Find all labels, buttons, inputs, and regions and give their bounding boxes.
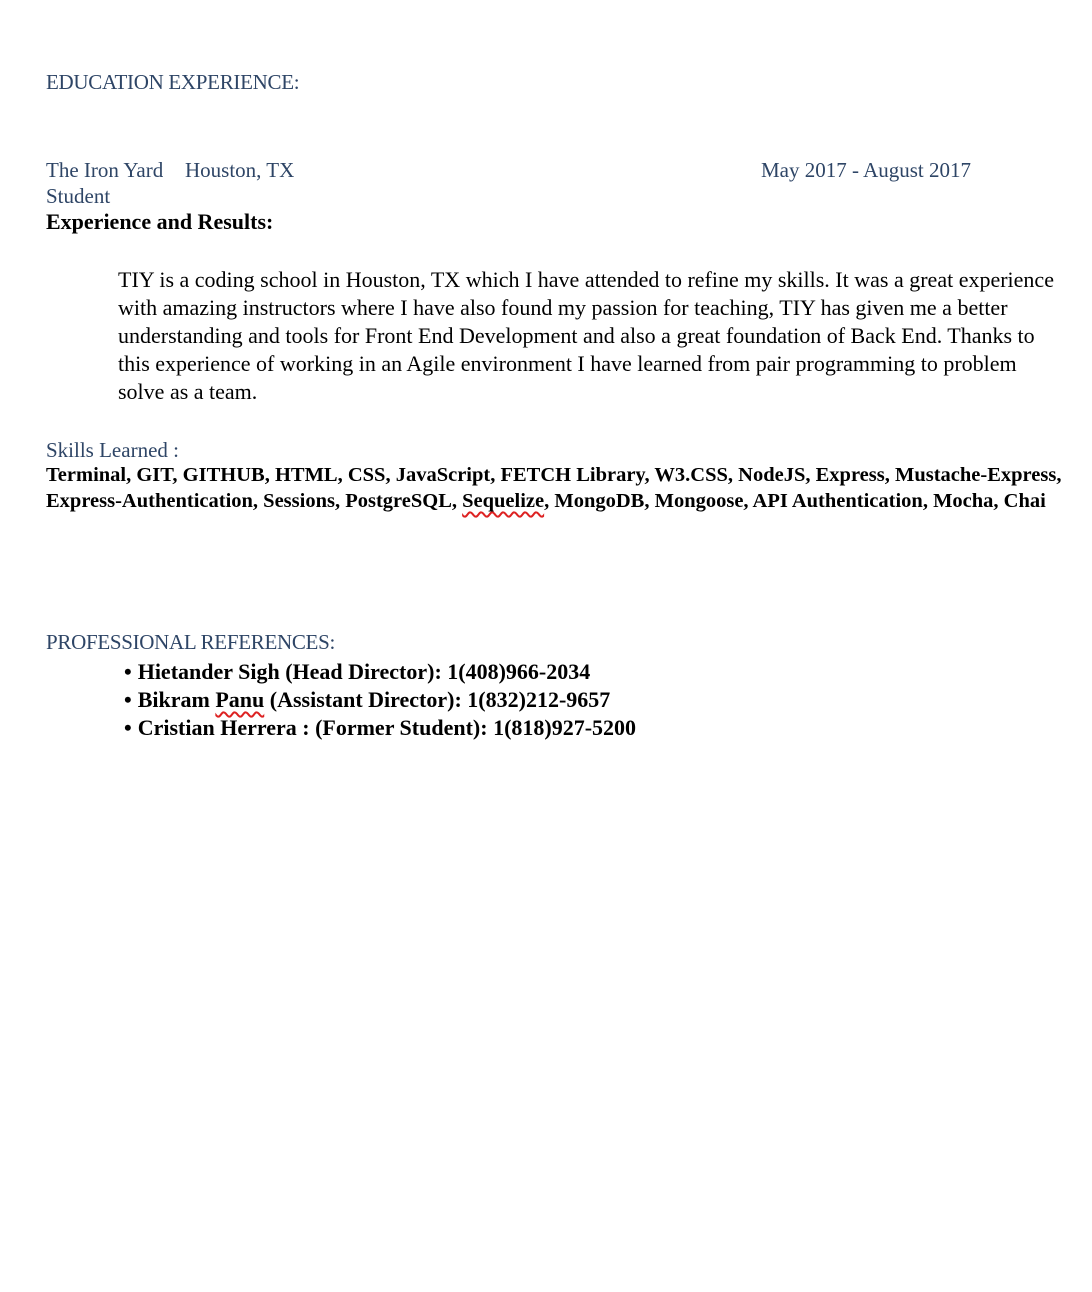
- skills-list-part: Terminal, GIT, GITHUB, HTML, CSS, JavaScript, FETCH Library, W3.CSS, NodeJS, Express, Mustache-Express, Express-Authentication, Sessions, PostgreSQL,: [46, 464, 1062, 512]
- skills-heading: Skills Learned :: [46, 438, 179, 462]
- experience-description: TIY is a coding school in Houston, TX which I have attended to refine my skills. It was a great experience with amazing instructors where I have also found my passion for teaching, TIY has given me a better understanding and tools for Front End Development and also a great foundation of Back End. Thanks to this experience of working in an Agile environment I have learned from pair programming to problem solve as a team.: [118, 267, 1054, 404]
- education-heading: EDUCATION EXPERIENCE:: [46, 70, 300, 94]
- references-heading: PROFESSIONAL REFERENCES:: [46, 630, 335, 654]
- bullet-icon: •: [124, 659, 132, 684]
- education-dates: May 2017 - August 2017: [761, 158, 971, 182]
- reference-text: Hietander Sigh (Head Director): 1(408)966-2034: [137, 659, 591, 684]
- bullet-icon: •: [124, 687, 132, 712]
- reference-item: [124, 686, 636, 714]
- education-role: Student: [46, 184, 111, 208]
- bullet-icon: •: [124, 715, 132, 740]
- results-heading: Experience and Results:: [46, 209, 274, 234]
- skills-list: [46, 462, 1066, 514]
- skills-list-part: , MongoDB, Mongoose, API Authentication, Mocha, Chai: [544, 490, 1046, 512]
- school-location: Houston, TX: [185, 158, 295, 182]
- reference-item: [124, 658, 636, 686]
- references-list: [124, 658, 636, 742]
- reference-text: Bikram: [137, 687, 216, 712]
- reference-text: Cristian Herrera : (Former Student): 1(818)927-5200: [137, 715, 637, 740]
- reference-flagged-word: Panu: [215, 687, 265, 712]
- reference-item: [124, 714, 636, 742]
- reference-text: (Assistant Director): 1(832)212-9657: [264, 687, 611, 712]
- skills-list-flagged-word: Sequelize: [462, 490, 545, 512]
- school-name: The Iron Yard: [46, 158, 164, 182]
